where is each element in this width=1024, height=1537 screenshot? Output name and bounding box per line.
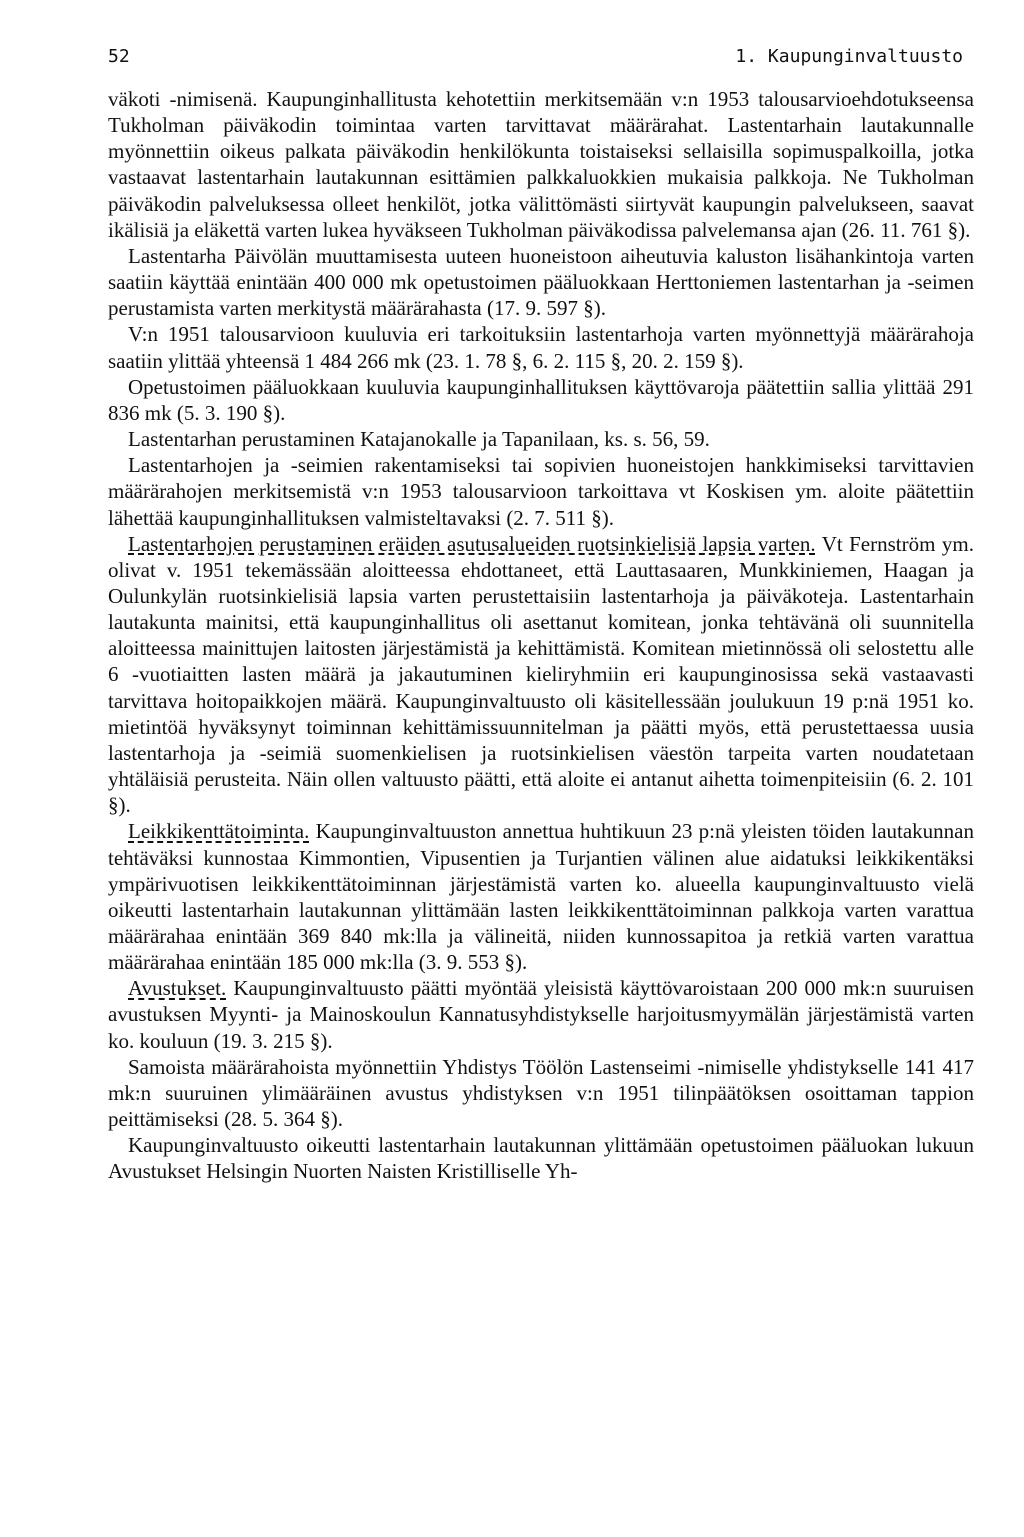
- paragraph: [108, 1132, 974, 1184]
- paragraph-text: Lastentarha Päivölän muuttamisesta uuteen huoneistoon aiheutuvia kaluston lisähankintoja varten saatiin käyttää enintään 400 000 mk opetustoimen pääluokkaan Herttoniemen lastentarhan ja -seimen perustamista varten merkitystä määrärahasta (17. 9. 597 §).: [108, 243, 974, 321]
- paragraph: [108, 818, 974, 975]
- paragraph-text: Kaupunginvaltuusto päätti myöntää yleisistä käyttövaroistaan 200 000 mk:n suuruisen avustuksen Myynti- ja Mainoskoulun Kannatusyhdistykselle harjoitusmyymälän järjestämistä varten ko. kouluun (19. 3. 215 §).: [108, 976, 974, 1053]
- page-header: [108, 46, 963, 70]
- section-heading: Leikkikenttätoiminta.: [128, 819, 310, 844]
- paragraph-text: väkoti -nimisenä. Kaupunginhallitusta kehotettiin merkitsemään v:n 1953 talousarvioehdotukseensa Tukholman päiväkodin toimintaa varten tarvittavat määrärahat. Lastentarhain lautakunnalle myönnettiin oikeus palkata päiväkodin henkilökunta toistaiseksi sellaisilla sopimuspalkoilla, jotka vastaavat lastentarhain lautakunnan esittämien palkkaluokkien mukaisia palkkoja. Ne Tukholman päiväkodin palveluksessa olleet henkilöt, jotka välittömästi siirtyvät kaupungin palvelukseen, saavat ikälisiä ja eläkettä varten lukea hyväkseen Tukholman päiväkodissa palvelemansa ajan (26. 11. 761 §).: [108, 87, 974, 242]
- paragraph: [108, 452, 974, 530]
- section-heading: Lastentarhojen perustaminen eräiden asutusalueiden ruotsinkielisiä lapsia varten.: [128, 531, 816, 556]
- paragraph-text: Kaupunginvaltuusto oikeutti lastentarhain lautakunnan ylittämään opetustoimen pääluokan lukuun Avustukset Helsingin Nuorten Naisten Kristilliselle Yh-: [108, 1133, 974, 1184]
- paragraph-text: Opetustoimen pääluokkaan kuuluvia kaupunginhallituksen käyttövaroja päätettiin sallia ylittää 291 836 mk (5. 3. 190 §).: [108, 374, 974, 425]
- paragraph-text: V:n 1951 talousarvioon kuuluvia eri tarkoituksiin lastentarhoja varten myönnettyjä määrärahoja saatiin ylittää yhteensä 1 484 266 mk (23. 1. 78 §, 6. 2. 115 §, 20. 2. 159 §).: [108, 322, 974, 373]
- paragraph: [108, 1054, 974, 1132]
- paragraph: [108, 531, 974, 819]
- paragraph-text: Kaupunginvaltuuston annettua huhtikuun 23 p:nä yleisten töiden lautakunnan tehtäväksi kunnostaa Kimmontien, Vipusentien ja Turjantien välinen alue aidatuksi leikkikentäksi ympärivuotisen leikkikenttätoiminnan järjestämistä varten ko. alueella kaupunginvaltuusto vielä oikeutti lastentarhain lautakunnan ylittämään lasten leikkikenttätoiminnan palkkoja varten varattua määrärahaa enintään 369 840 mk:lla ja välineitä, niiden kunnossapitoa ja retkiä varten varattua määrärahaa enintään 185 000 mk:lla (3. 9. 553 §).: [108, 819, 974, 975]
- body-text: [108, 86, 974, 1185]
- page-number: 52: [108, 46, 130, 67]
- paragraph-text: Samoista määrärahoista myönnettiin Yhdistys Töölön Lastenseimi -nimiselle yhdistykselle 141 417 mk:n suuruinen ylimääräinen avustus yhdistyksen v:n 1951 tilinpäätöksen osoittaman tappion peittämiseksi (28. 5. 364 §).: [108, 1054, 974, 1132]
- paragraph: [108, 243, 974, 321]
- paragraph-text: Lastentarhan perustaminen Katajanokalle ja Tapanilaan, ks. s. 56, 59.: [128, 427, 710, 452]
- paragraph: [108, 975, 974, 1053]
- paragraph: [108, 321, 974, 373]
- paragraph-text: Lastentarhojen ja -seimien rakentamiseksi tai sopivien huoneistojen hankkimiseksi tarvittavien määrärahojen merkitsemistä v:n 1953 talousarvioon tarkoittava vt Koskisen ym. aloite päätettiin lähettää kaupunginhallituksen valmisteltavaksi (2. 7. 511 §).: [108, 453, 974, 530]
- running-title: 1. Kaupunginvaltuusto: [735, 46, 963, 67]
- paragraph: [108, 374, 974, 426]
- paragraph-text: Vt Fernström ym. olivat v. 1951 tekemässään aloitteessa ehdottaneet, että Lauttasaaren, Munkkiniemen, Haagan ja Oulunkylän ruotsinkielisiä lapsia varten perustettaisiin lastentarhoja ja päiväkoteja. Lastentarhain lautakunta mainitsi, että kaupunginhallitus oli asettanut komitean, jonka tehtävänä oli suunnitella aloitteessa mainittujen laitosten järjestämistä ja kehittämistä. Komitean mietinnössä oli selostettu alle 6 -vuotiaitten lasten määrä ja jakautuminen kieliryhmiin eri kaupunginosissa sekä vastaavasti tarvittava hoitopaikkojen määrä. Kaupunginvaltuusto oli käsitellessään joulukuun 19 p:nä 1951 ko. mietintöä hyväksynyt toiminnan kehittämissuunnitelman ja päätti myös, että perustettaessa uusia lastentarhoja ja -seimiä suomenkielisen ja ruotsinkielisen väestön tarpeita varten noudatetaan yhtäläisiä perusteita. Näin ollen valtuusto päätti, että aloite ei antanut aihetta toimenpiteisiin (6. 2. 101 §).: [108, 531, 974, 818]
- paragraph: [108, 426, 974, 452]
- section-heading: Avustukset.: [128, 976, 227, 1001]
- paragraph: [108, 86, 974, 243]
